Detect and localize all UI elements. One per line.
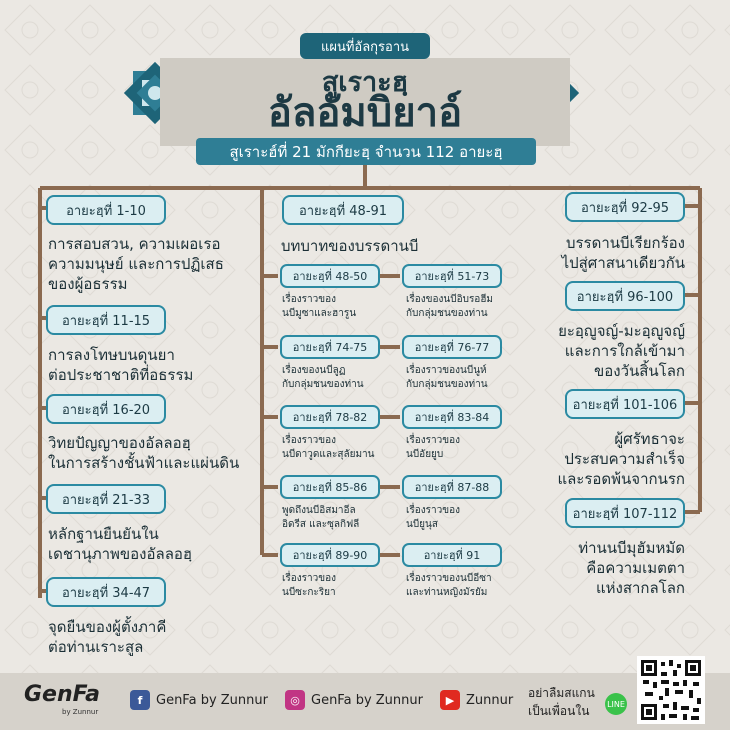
right-range-1: อายะฮฺที่ 92-95	[565, 192, 685, 222]
prophet-desc-line: กับกลุ่มชนของท่าน	[282, 379, 364, 390]
middle-heading: บทบาทของบรรดานบี	[281, 237, 419, 255]
prophet-range-6: อายะฮฺที่ 83-84	[402, 405, 502, 429]
prophet-desc-line: นบีมูซาและฮารูน	[282, 308, 357, 319]
prophet-desc-line: เรื่องราวของนบีนูห์	[406, 365, 487, 376]
right-desc-4	[530, 538, 685, 598]
youtube-link[interactable]	[440, 690, 513, 710]
left-desc-1	[48, 234, 224, 294]
left-desc-3-line: ในการสร้างชั้นฟ้าและแผ่นดิน	[48, 454, 240, 472]
prophet-desc-2	[406, 293, 531, 321]
left-range-3: อายะฮฺที่ 16-20	[46, 394, 166, 424]
instagram-link[interactable]	[285, 690, 423, 710]
right-desc-2-line: ของวันสิ้นโลก	[593, 362, 685, 380]
right-desc-1-line: บรรดานบีเรียกร้อง	[565, 234, 685, 252]
facebook-label: GenFa by Zunnur	[156, 692, 268, 708]
surah-title-line1: สูเราะฮฺ	[321, 67, 409, 98]
genfa-logo: GenFa	[24, 682, 100, 707]
prophet-desc-line: เรื่องราวของ	[282, 573, 337, 584]
youtube-label: Zunnur	[466, 692, 514, 708]
left-desc-3	[48, 433, 239, 473]
left-desc-5	[48, 617, 166, 657]
prophet-desc-1	[282, 293, 407, 321]
prophet-desc-line: และท่านหญิงมัรยัม	[406, 587, 488, 598]
prophet-desc-5	[282, 434, 407, 462]
instagram-label: GenFa by Zunnur	[311, 692, 423, 708]
left-desc-1-line: ความมนุษย์ และการปฏิเสธ	[48, 255, 224, 273]
surah-subtitle: สูเราะฮ์ที่ 21 มักกียะฮฺ จำนวน 112 อายะฮฺ	[196, 138, 536, 165]
prophet-desc-line: เรื่องราวของ	[282, 294, 337, 305]
right-desc-2	[527, 321, 685, 381]
prophet-desc-3	[282, 364, 407, 392]
left-desc-2-line: การลงโทษบนดุนยา	[48, 346, 175, 364]
right-range-3: อายะฮฺที่ 101-106	[565, 389, 685, 419]
right-desc-4-line: ท่านนบีมุฮัมหมัด	[578, 539, 685, 557]
prophet-range-3: อายะฮฺที่ 74-75	[280, 335, 380, 359]
prophet-range-4: อายะฮฺที่ 76-77	[402, 335, 502, 359]
prophet-desc-line: เรื่องของนบีลูฏ	[282, 365, 346, 376]
prophet-desc-4	[406, 364, 531, 392]
right-desc-1-line: ไปสู่ศาสนาเดียวกัน	[561, 254, 685, 272]
prophet-range-2: อายะฮฺที่ 51-73	[402, 264, 502, 288]
line-prompt-line1: อย่าลืมสแกน	[528, 686, 595, 700]
prophet-desc-8	[406, 504, 531, 532]
prophet-desc-line: นบียูนุส	[406, 519, 438, 530]
right-range-4: อายะฮฺที่ 107-112	[565, 498, 685, 528]
left-range-1: อายะฮฺที่ 1-10	[46, 195, 166, 225]
right-range-2: อายะฮฺที่ 96-100	[565, 281, 685, 311]
prophet-desc-10	[406, 572, 531, 600]
prophet-desc-line: เรื่องราวของ	[406, 505, 461, 516]
surah-title-line2: อัลอัมบิยาอ์	[267, 90, 463, 136]
left-desc-2-line: ต่อประชาชาติที่อธรรม	[48, 366, 194, 384]
left-range-2: อายะฮฺที่ 11-15	[46, 305, 166, 335]
genfa-logo-sub: by Zunnur	[62, 708, 99, 716]
prophet-desc-line: เรื่องราวของ	[406, 435, 461, 446]
prophet-range-7: อายะฮฺที่ 85-86	[280, 475, 380, 499]
prophet-range-8: อายะฮฺที่ 87-88	[402, 475, 502, 499]
right-desc-3-line: ประสบความสำเร็จ	[564, 450, 685, 468]
left-desc-3-line: วิทยปัญญาของอัลลอฮฺ	[48, 434, 191, 452]
prophet-desc-line: กับกลุ่มชนของท่าน	[406, 308, 488, 319]
right-desc-2-line: ยะอฺญูจญ์-มะอฺญูจญ์	[558, 322, 685, 340]
line-prompt	[528, 684, 595, 720]
prophet-desc-6	[406, 434, 531, 462]
left-desc-5-line: จุดยืนของผู้ตั้งภาคี	[48, 618, 167, 636]
prophet-range-9: อายะฮฺที่ 89-90	[280, 543, 380, 567]
left-range-4: อายะฮฺที่ 21-33	[46, 484, 166, 514]
instagram-icon: ◎	[285, 690, 305, 710]
prophet-desc-line: เรื่องราวของ	[282, 435, 337, 446]
right-desc-2-line: และการใกล้เข้ามา	[564, 342, 685, 360]
prophet-desc-line: นบีซะกะริยา	[282, 587, 336, 598]
prophet-desc-line: นบีอัยยูบ	[406, 449, 444, 460]
right-desc-4-line: แห่งสากลโลก	[595, 579, 685, 597]
prophet-desc-line: นบีดาวูดและสุลัยมาน	[282, 449, 375, 460]
prophet-desc-line: เรื่องราวของนบีอีซา	[406, 573, 492, 584]
right-desc-4-line: คือความเมตตา	[586, 559, 685, 577]
line-icon[interactable]: LINE	[605, 693, 627, 715]
qr-code[interactable]	[637, 656, 705, 724]
prophet-desc-line: พูดถึงนบีอิสมาอีล	[282, 505, 356, 516]
left-desc-2	[48, 345, 193, 385]
right-desc-3-line: ผู้ศรัทธาจะ	[614, 430, 685, 448]
prophet-range-5: อายะฮฺที่ 78-82	[280, 405, 380, 429]
youtube-icon: ▶	[440, 690, 460, 710]
line-prompt-line2: เป็นเพื่อนใน	[528, 704, 590, 718]
prophet-desc-7	[282, 504, 407, 532]
left-desc-1-line: การสอบสวน, ความเผอเรอ	[48, 235, 221, 253]
left-range-5: อายะฮฺที่ 34-47	[46, 577, 166, 607]
middle-range: อายะฮฺที่ 48-91	[282, 195, 404, 225]
prophet-desc-line: อิดรีส และซุลกิฟลี	[282, 519, 360, 530]
left-desc-1-line: ของผู้อธรรม	[48, 275, 128, 293]
prophet-range-1: อายะฮฺที่ 48-50	[280, 264, 380, 288]
left-desc-4	[48, 524, 192, 564]
right-desc-3-line: และรอดพ้นจากนรก	[557, 470, 685, 488]
left-desc-4-line: หลักฐานยืนยันใน	[48, 525, 159, 543]
facebook-link[interactable]	[130, 690, 268, 710]
left-desc-4-line: เดชานุภาพของอัลลอฮฺ	[48, 545, 193, 563]
prophet-range-10: อายะฮฺที่ 91	[402, 543, 502, 567]
map-tag: แผนที่อัลกุรอาน	[300, 33, 430, 59]
prophet-desc-line: เรื่องของนบีอิบรอฮีม	[406, 294, 494, 305]
right-desc-1	[540, 233, 685, 273]
facebook-icon: f	[130, 690, 150, 710]
prophet-desc-9	[282, 572, 407, 600]
left-desc-5-line: ต่อท่านเราะสูล	[48, 638, 144, 656]
prophet-desc-line: กับกลุ่มชนของท่าน	[406, 379, 488, 390]
right-desc-3	[530, 429, 685, 489]
